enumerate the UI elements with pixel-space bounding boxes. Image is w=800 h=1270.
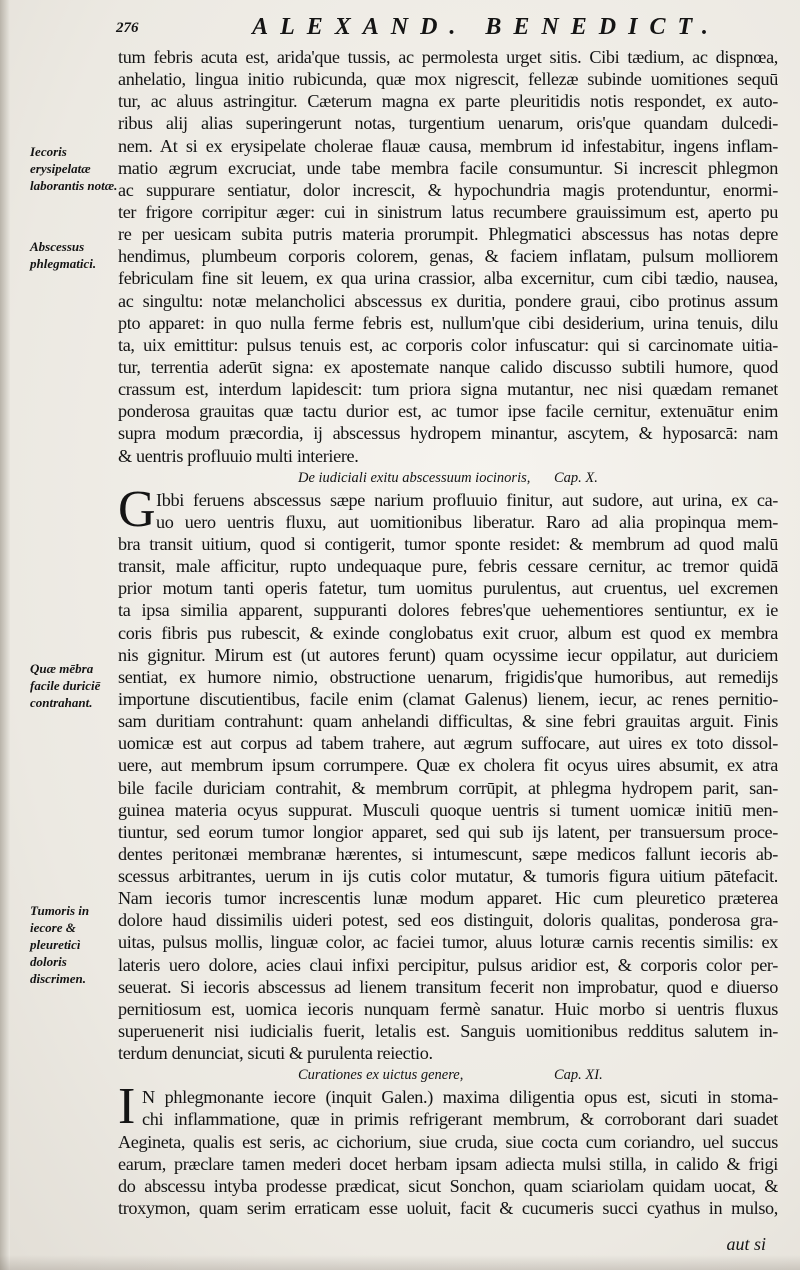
text-line: Aegineta, qualis est seris, ac cichorium, siue cruda, siue cocta cum coriandro, uel succus	[118, 1131, 778, 1152]
margin-note-tumor-pleuritic: Tumoris in iecore & pleureticì doloris discrimen.	[30, 903, 90, 986]
catchword: aut si	[726, 1234, 766, 1254]
text-line: nis gignitur. Mirum est (ut autores ferunt) quam ocyssime iecur oppilatur, aut duriciem	[118, 644, 778, 665]
text-line: prior motum tanti operis fatetur, tum uomitus purulentus, aut cruentus, uel excremen	[118, 578, 778, 599]
running-head	[116, 14, 776, 44]
text-line: ter frigore corripitur æger: cui in sinistrum latus recumbere grauissimum est, aperto pu	[118, 201, 778, 222]
text-line: re per uesicam subita putris materia prorumpit. Phlegmatici abscessus has notas depre	[118, 224, 778, 245]
text-line: febriculam fine sit leuem, ex qua urina crassior, alba excernitur, cum cibi tædio, nausea,	[118, 268, 778, 289]
text-line: supra modum præcordia, ij abscessus hydropem minantur, ascytem, & hyposarcā: nam	[118, 423, 778, 444]
text-line: chi inflammatione, quæ in primis refrigerant membrum, & corroborant dari suadet	[142, 1109, 778, 1130]
text-line: ribus alij alias superingerunt notas, turgentium uenarum, oris'que quandam dulcedi-	[118, 113, 778, 134]
text-line: dolore haud dissimilis uideri potest, sed eos distinguit, doloris qualitas, ponderosa gra-	[118, 910, 778, 931]
chapter-heading-11	[118, 1064, 778, 1086]
scan-edge	[0, 1255, 800, 1270]
margin-note-phlegmatic-abscess: Abscessus phlegmatici.	[30, 239, 97, 271]
text-line: bra transit uitium, quod si contigerit, tumor sponte residet: & membrum ad quod malū	[118, 533, 778, 554]
text-line: uo uero uentris fluxu, aut uomitionibus liberatur. Raro ad alia propinqua mem-	[156, 511, 778, 532]
text-line: importune discutientibus, facile enim (clamat Galenus) lienem, iecur, ac renes pernitio-	[118, 688, 778, 709]
text-line: ta, uix emittitur: pulsus tenuis est, ac corporis color infuscatur: qui si carcinomate uitia-	[118, 334, 778, 355]
text-line: ac suppurare sentiatur, dolor increscit, & hypochundria magis protenduntur, enormi-	[118, 179, 778, 200]
text-line: tur, ac aluus astringitur. Cæterum magna ex parte pleuritidis notis respondet, ex auto-	[118, 91, 778, 112]
drop-capital: I	[118, 1078, 136, 1136]
text-line: pernitiosum est, uomica iecoris nunquam fermè sanatur. Huic morbo si uentris fluxus	[118, 998, 778, 1019]
text-line: anhelatio, lingua initio rubicunda, quæ mox nigrescit, fellezæ subinde uomitiones sequū	[118, 69, 778, 90]
drop-capital: G	[118, 480, 156, 538]
text-line: tum febris acuta est, arida'que tussis, ac permolesta urget sitis. Cibi tædium, ac dispnœa,	[118, 47, 778, 67]
text-line: sentiat, ex humore nimio, obstructione uenarum, frigidis'que humoribus, aut remedijs	[118, 666, 778, 687]
text-line: bile facile duriciam contrahit, & membrum corrūpit, at phlegma hydropem parit, san-	[118, 777, 778, 798]
text-line: Ibbi feruens abscessus sæpe narium profluuio finitur, aut sudore, aut urina, ex ca-	[156, 489, 778, 510]
running-title: ALEXAND. BENEDICT.	[252, 14, 720, 40]
text-line: ac singultu: notæ melancholici abscessus ex duritia, pondere graui, cibo protinus assum	[118, 290, 778, 311]
text-line: lateris uero dolore, acies claui infixi percipitur, pulsus aridior est, & corporis color per-	[118, 954, 778, 975]
margin-note-hardening-organs: Quæ mēbra facile duriciē contrahant.	[30, 661, 101, 710]
chapter-title: Curationes ex uictus genere,	[298, 1067, 464, 1084]
text-line: hendimus, plumbeum corporis colorem, genas, & faciem inflatam, pulsum molliorem	[118, 246, 778, 267]
text-line: seuerat. Si iecoris abscessus ad lienem transitum fecerit non improbatur, quod e diuerso	[118, 976, 778, 997]
text-line: tur, terrentia aderūt signa: ex apostemate nanque calido discusso subtili humore, quod	[118, 356, 778, 377]
text-line: uere, aut membrum ipsum corrumpere. Quæ ex cholera fit ocyus uires absumit, ex atra	[118, 755, 778, 776]
show-through-ink	[60, 318, 63, 332]
text-line: N phlegmonante iecore (inquit Galen.) maxima diligentia opus est, sicuti in stoma-	[142, 1087, 778, 1108]
text-line: transit, male afficitur, rupto undequaque pure, febris cessare cernitur, ac tremor quidā	[118, 556, 778, 577]
text-line: uomicæ est aut corpus ad tabem trahere, aut ægrum suffocare, aut uires ex toto dissol-	[118, 733, 778, 754]
text-line: do abscessu intyba prodesse prædicat, sicut Sonchon, quam sciariolam quidam uocat, &	[118, 1175, 778, 1196]
text-line: nem. At si ex erysipelate cholerae flauæ causa, membrum id infestabitur, ingens inflam-	[118, 135, 778, 156]
section-judicial-exit	[118, 480, 778, 1065]
text-line: scessus arbitrantes, uerum in ijs cutis color mutatur, & tumoris figura uitium pātefacit.	[118, 866, 778, 887]
margin-note-erysipelas: Iecoris erysipelatæ laborantis notæ.	[30, 144, 118, 193]
text-line: pto apparet: in quo nulla ferme febris est, nullum'que cibi desiderium, urina tenuis, dilu	[118, 312, 778, 333]
text-line: Nam iecoris tumor increscentis lunæ modum apparet. Hic cum pleuretico præterea	[118, 888, 778, 909]
text-line: sam duritiam contrahunt: quam anhelandi difficultas, & sine febri grauitas arguit. Finis	[118, 711, 778, 732]
text-line: crassum est, interdum lapidescit: tum priora signa mutantur, nec nisi quædam remanet	[118, 379, 778, 400]
page-number: 276	[116, 20, 139, 36]
text-line: terdum denunciat, sicuti & purulenta reiectio.	[118, 1043, 433, 1064]
text-line: ta ipsa similia apparent, suppuranti dolores febres'que uehementiores sentiuntur, ex ie	[118, 600, 778, 621]
text-line: ponderosa grauitas quæ tactu durior est, ac tumor ipse facile cernitur, extenuātur enim	[118, 401, 778, 422]
text-line: uitas, pulsus mollis, linguæ color, ac faciei tumor, aluus loturæ carnis recentis similis: ex	[118, 932, 778, 953]
chapter-heading-10	[118, 467, 778, 489]
text-line: matio ægrum excruciat, unde tabe membra facile consumuntur. Si increscit phlegmon	[118, 157, 778, 178]
page-gutter-shadow	[0, 0, 10, 1270]
text-line: guinea materia ocyus suppurat. Musculi quoque uentris si tument uomicæ initiū men-	[118, 799, 778, 820]
chapter-title: De iudiciali exitu abscessuum iocinoris,	[298, 469, 531, 486]
section-cures	[118, 1078, 778, 1219]
text-line: dentes peritonæi membranæ hærentes, si intumescunt, sæpe medicos fallunt iecoris ab-	[118, 843, 778, 864]
text-line: earum, præclare tamen mederi docet herbam ipsam adiecta mulsi stilla, in calido & frigi	[118, 1153, 778, 1174]
chapter-number: Cap. X.	[554, 469, 598, 486]
text-line: troxymon, quam serim erraticam esse uoluit, facit & cucumeris succi cyathus in mulso,	[118, 1198, 778, 1219]
chapter-number: Cap. XI.	[554, 1067, 603, 1084]
text-line: tiuntur, sed eorum tumor longior apparet, sed qui sub ijs latent, per transuersum proce-	[118, 821, 778, 842]
main-text	[118, 46, 778, 1219]
text-line: superuenerit nisi iudicialis fuerit, letalis est. Sanguis uomitionibus redditus salutem in-	[118, 1021, 778, 1042]
section-symptoms	[118, 46, 778, 467]
text-line: & uentris profluuio multi interiere.	[118, 445, 359, 466]
text-line: coris fibris pus rubescit, & exinde conglobatus exit cruor, album est quod ex membra	[118, 622, 778, 643]
